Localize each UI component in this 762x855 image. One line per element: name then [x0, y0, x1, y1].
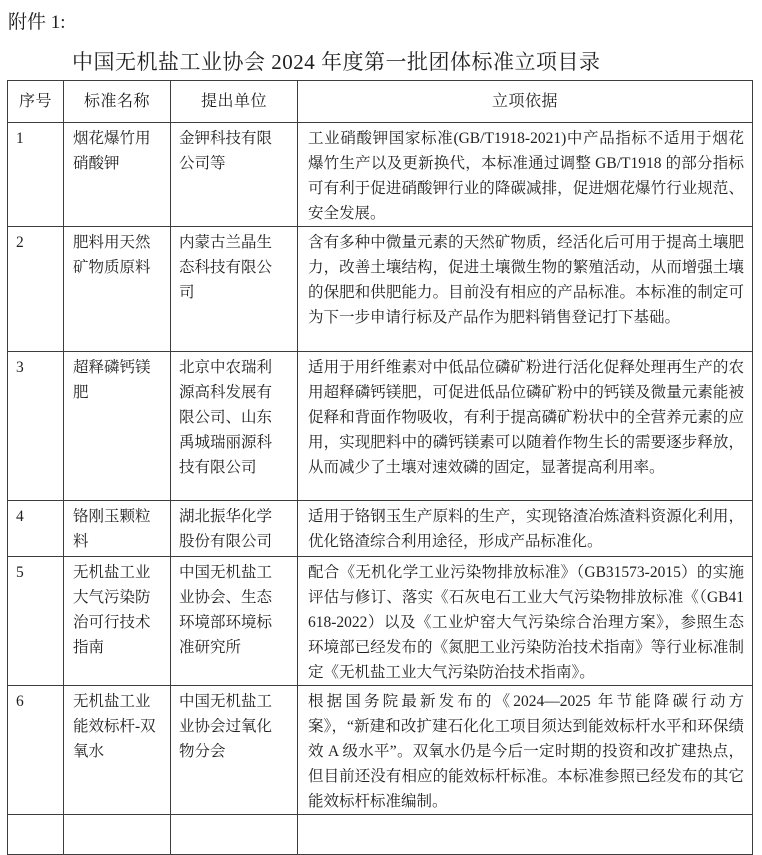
cell-standard-name	[64, 815, 171, 855]
cell-basis: 根据国务院最新发布的《2024—2025 年节能降碳行动方案》，“新建和改扩建石化化工项目须达到能效标杆水平和环保绩效 A 级水平”。双氧水仍是今后一定时期的投资和改扩建热点，但目前还没有相应的能效标杆标准。本标准参照已经发布的其它能效标杆标准编制。	[298, 686, 753, 815]
cell-standard-name: 无机盐工业大气污染防治可行技术指南	[64, 557, 171, 686]
cell-proposing-unit: 中国无机盐工业协会、生态环境部环境标准研究所	[171, 557, 298, 686]
table-row	[8, 123, 753, 227]
cell-standard-name: 烟花爆竹用硝酸钾	[64, 123, 171, 227]
table-row	[8, 557, 753, 686]
table-row	[8, 501, 753, 557]
cell-basis: 含有多种中微量元素的天然矿物质，经活化后可用于提高土壤肥力，改善土壤结构，促进土壤微生物的繁殖活动，从而增强土壤的保肥和供肥能力。目前没有相应的产品标准。本标准的制定可为下一步申请行标及产品作为肥料销售登记打下基础。	[298, 227, 753, 352]
attachment-label: 附件 1:	[8, 12, 66, 33]
cell-proposing-unit: 北京中农瑞利源高科发展有限公司、山东禹城瑞丽源科技有限公司	[171, 352, 298, 501]
cell-proposing-unit: 湖北振华化学股份有限公司	[171, 501, 298, 557]
cell-basis	[298, 815, 753, 855]
cell-proposing-unit: 内蒙古兰晶生态科技有限公司	[171, 227, 298, 352]
cell-no: 6	[8, 686, 64, 815]
cell-basis: 适用于铬钢玉生产原料的生产，实现铬渣冶炼渣料资源化利用，优化铬渣综合利用途径，形成产品标准化。	[298, 501, 753, 557]
table-row-partial	[8, 815, 753, 855]
cell-standard-name: 无机盐工业能效标杆-双氧水	[64, 686, 171, 815]
cell-no: 5	[8, 557, 64, 686]
cell-proposing-unit	[171, 815, 298, 855]
page-title: 中国无机盐工业协会 2024 年度第一批团体标准立项目录	[72, 50, 601, 74]
column-header-standard-name: 标准名称	[64, 81, 171, 123]
table-row	[8, 352, 753, 501]
cell-basis: 配合《无机化学工业污染物排放标准》（GB31573-2015）的实施评估与修订、落实《石灰电石工业大气污染物排放标准《（GB41618-2022）以及《工业炉窑大气污染综合治理方案》，参照生态环境部已经发布的《氮肥工业污染防治技术指南》等行业标准制定《无机盐工业大气污染防治技术指南》。	[298, 557, 753, 686]
cell-no: 2	[8, 227, 64, 352]
cell-standard-name: 铬刚玉颗粒料	[64, 501, 171, 557]
table-row	[8, 227, 753, 352]
column-header-proposing-unit: 提出单位	[171, 81, 298, 123]
cell-no: 4	[8, 501, 64, 557]
cell-standard-name: 肥料用天然矿物质原料	[64, 227, 171, 352]
cell-proposing-unit: 金钾科技有限公司等	[171, 123, 298, 227]
column-header-basis: 立项依据	[298, 81, 753, 123]
table-row	[8, 686, 753, 815]
table-header-row	[8, 81, 753, 123]
cell-no	[8, 815, 64, 855]
cell-no: 1	[8, 123, 64, 227]
cell-basis: 适用于用纤维素对中低品位磷矿粉进行活化促释处理再生产的农用超释磷钙镁肥，可促进低品位磷矿粉中的钙镁及微量元素能被促释和背面作物吸收，有利于提高磷矿粉状中的全营养元素的应用，实现肥料中的磷钙镁素可以随着作物生长的需要逐步释放，从而减少了土壤对速效磷的固定，显著提高利用率。	[298, 352, 753, 501]
cell-no: 3	[8, 352, 64, 501]
standards-project-table	[7, 80, 753, 855]
column-header-no: 序号	[8, 81, 64, 123]
cell-basis: 工业硝酸钾国家标准(GB/T1918-2021)中产品指标不适用于烟花爆竹生产以及更新换代，本标准通过调整 GB/T1918 的部分指标可有利于促进硝酸钾行业的降碳减排，促进烟花爆竹行业规范、安全发展。	[298, 123, 753, 227]
cell-standard-name: 超释磷钙镁肥	[64, 352, 171, 501]
cell-proposing-unit: 中国无机盐工业协会过氧化物分会	[171, 686, 298, 815]
